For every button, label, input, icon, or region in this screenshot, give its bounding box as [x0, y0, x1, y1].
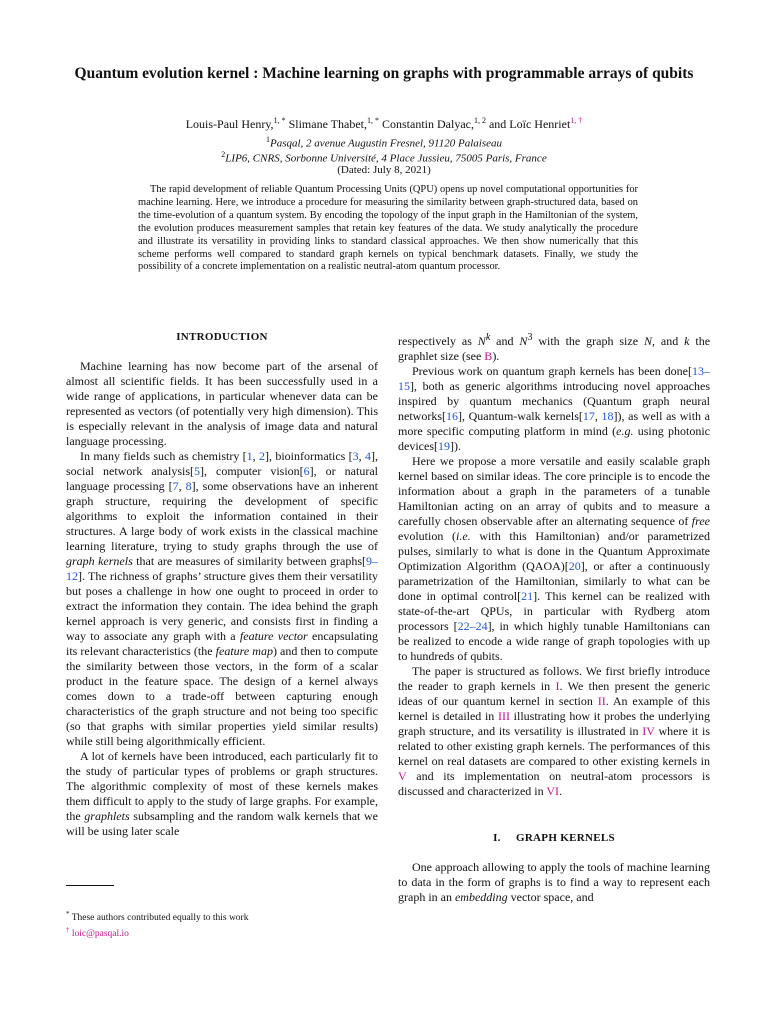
citation-link[interactable]: 7 — [172, 479, 179, 493]
abstract: The rapid development of reliable Quantum Processing Units (QPU) opens up novel computational opportunities for machine learning. Here, we introduce a procedure for measuring the similarity between graph-structured data, based on the time-evolution of a quantum system. By encoding the topology of the input graph in the Hamiltonian of the system, the evolution produces measurement samples that retain key features of the data. We study analytically the procedure and illustrate its versatility in providing links to standard classical approaches. We then show numerically that this scheme performs well compared to standard graph kernels on typical benchmark datasets. Finally, we study the possibility of a concrete implementation on a realistic neutral-atom quantum processor. — [138, 184, 638, 273]
affiliation-2 — [60, 150, 708, 165]
citation-link[interactable]: 6 — [303, 464, 310, 478]
author-affil-marker: 1, * — [273, 116, 286, 125]
citation-link[interactable]: 2 — [259, 449, 266, 463]
right-paragraph-previous-work: Previous work on quantum graph kernels has been done[13–15], both as generic algorithms introducing novel approaches inspired by quantum mechanics (Quantum graph neural networks[16], Quantum-walk kernels[17, 18]), as well as with a more specific computing platform in mind (e.g. using photonic devices[19]). — [398, 364, 710, 453]
footnote-equal-contribution: * These authors contributed equally to this work — [66, 910, 249, 924]
section-ref-link[interactable]: I — [555, 679, 560, 693]
citation-link[interactable]: 13–15 — [398, 364, 710, 393]
citation-link[interactable]: 19 — [437, 439, 450, 453]
section-ref-link[interactable]: IV — [642, 724, 655, 738]
author-affil-marker: 1, 2 — [473, 116, 486, 125]
citation-link[interactable]: 20 — [568, 559, 581, 573]
affiliation-text: LIP6, CNRS, Sorbonne Université, 4 Place Jussieu, 75005 Paris, France — [225, 152, 547, 165]
intro-paragraph-3: A lot of kernels have been introduced, each particularly fit to the study of particular types of problems or graph structures. The algorithmic complexity of most of these kernels makes them difficult to apply to the study of large graphs. For example, the graphlets subsampling and the random walk kernels that we will be using later scale — [66, 749, 378, 838]
email-link[interactable]: loic@pasqal.io — [69, 929, 129, 940]
paper-title: Quantum evolution kernel : Machine learning on graphs with programmable arrays of qubits — [74, 65, 694, 82]
author-name: Constantin Dalyac, — [382, 117, 474, 131]
affiliation-text: Pasqal, 2 avenue Augustin Fresnel, 91120 Palaiseau — [270, 137, 502, 150]
left-column — [66, 330, 378, 839]
intro-paragraph-1: Machine learning has now become part of the arsenal of almost all scientific fields. It has been successfully used in a wide range of applications, in particular whenever data can be represented as vectors (of potentially very high dimension). This is especially relevant in the analysis of image data and natural language processing. — [66, 359, 378, 448]
section-ref-link[interactable]: II — [597, 694, 606, 708]
author-name: Louis-Paul Henry, — [185, 117, 274, 131]
right-paragraph-structure: The paper is structured as follows. We first briefly introduce the reader to graph kernels in I. We then present the generic ideas of our quantum kernel in section II. An example of this kernel is detailed in III illustrating how it probes the underlying graph structure, and its versatility is illustrated in IV where it is related to other existing graph kernels. The performances of this kernel on real datasets are compared to other existing kernels in V and its implementation on neutral-atom processors is discussed and characterized in VI. — [398, 664, 710, 798]
citation-link[interactable]: 22–24 — [457, 619, 488, 633]
author-affil-marker: 1, * — [367, 116, 379, 125]
section-ref-link[interactable]: V — [398, 769, 407, 783]
right-column — [398, 330, 710, 905]
intro-paragraph-2: In many fields such as chemistry [1, 2], bioinformatics [3, 4], social network analysis[5], computer vision[6], or natural language processing [7, 8], some observations have an inherent graph structure, requiring the development of specific algorithms to exploit the information contained in their structures. A large body of work exists in the classical machine learning literature, trying to study graphs through the use of graph kernels that are measures of similarity between graphs[9–12]. The richness of graphs’ structure gives them their versatility but poses a challenge in how one ought to proceed in order to extract the information they contain. The idea behind the graph kernel approach is very generic, and consists first in finding a way to associate any graph with a feature vector encapsulating its relevant characteristics (the feature map) and then to compute the similarity between those vectors, in the form of a scalar product in the feature space. The design of a kernel always comes down to a trade-off between capturing enough characteristics of the graph structure and not being too specific (so that graphs with similar properties yield similar results) while still being algorithmically efficient. — [66, 449, 379, 748]
citation-link[interactable]: 9–12 — [66, 554, 378, 583]
footnote-divider — [66, 885, 114, 886]
footnote-email — [66, 924, 378, 940]
footnote-marker: † — [66, 926, 70, 935]
section-ref-link[interactable]: III — [497, 709, 510, 723]
affiliation-1 — [60, 135, 708, 150]
section-ref-link[interactable]: VI — [546, 784, 560, 798]
citation-link[interactable]: 21 — [521, 589, 534, 603]
citation-link[interactable]: 17 — [582, 409, 595, 423]
section-heading-graph-kernels: I. GRAPH KERNELS — [493, 832, 615, 844]
citation-link[interactable]: 18 — [601, 409, 614, 423]
graph-kernels-paragraph: One approach allowing to apply the tools of machine learning to data in the form of graphs is to find a way to represent each graph in an embedding vector space, and — [398, 860, 710, 904]
date-line: (Dated: July 8, 2021) — [337, 164, 431, 176]
citation-link[interactable]: 4 — [365, 449, 372, 463]
citation-link[interactable]: 8 — [185, 479, 192, 493]
footnotes — [66, 908, 378, 940]
author-name: and Loïc Henriet — [488, 117, 571, 131]
section-ref-link[interactable]: B — [484, 349, 493, 363]
citation-link[interactable]: 5 — [194, 464, 200, 478]
author-name: Slimane Thabet, — [288, 117, 367, 131]
affiliation-marker: 1 — [266, 135, 270, 144]
author-affil-marker[interactable]: 1, † — [570, 116, 583, 125]
right-paragraph-proposal: Here we propose a more versatile and easily scalable graph kernel based on similar ideas. The core principle is to encode the information about a graph in the parameters of a tunable Hamiltonian acting on an array of qubits and to measure a carefully chosen observable after an alternating sequence of free evolution (i.e. with this Hamiltonian) and/or parametrized pulses, similarly to what is done in the Quantum Approximate Optimization Algorithm (QAOA)[20], or after a continuously parametrization of the Hamiltonian, similarly to what can be done in optimal control[21]. This kernel can be realized with state-of-the-art QPUs, in particular with Rydberg atom processors [22–24], in which highly tunable Hamiltonians can be realized to encode a wide range of graph topologies with up to hundreds of qubits. — [398, 454, 711, 663]
right-paragraph-continued: respectively as $N^k$ and $N^3$ with the graph size N, and k the graphlet size (see B). — [398, 332, 711, 363]
citation-link[interactable]: 3 — [352, 449, 359, 463]
footnote-marker: * — [66, 910, 70, 918]
citation-link[interactable]: 1 — [246, 449, 253, 463]
affiliation-marker: 2 — [221, 150, 226, 159]
author-list — [60, 116, 708, 132]
section-heading-introduction: INTRODUCTION — [176, 331, 268, 343]
citation-link[interactable]: 16 — [446, 409, 458, 423]
